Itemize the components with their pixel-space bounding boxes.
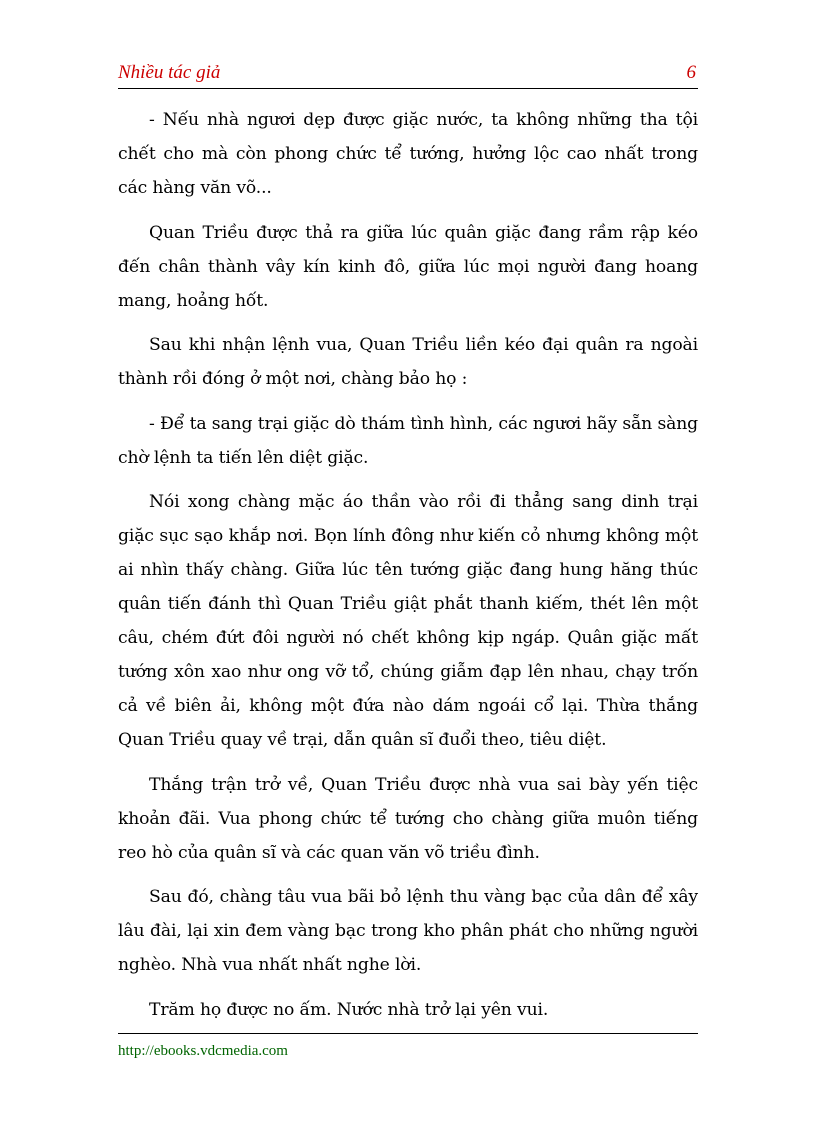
paragraph: - Để ta sang trại giặc dò thám tình hình, các ngươi hãy sẵn sàng chờ lệnh ta tiến lên diệt giặc.: [118, 413, 698, 468]
paragraph: Sau đó, chàng tâu vua bãi bỏ lệnh thu vàng bạc của dân để xây lâu đài, lại xin đem vàng bạc trong kho phân phát cho những người nghèo. Nhà vua nhất nhất nghe lời.: [118, 887, 698, 975]
page-number: 6: [686, 62, 696, 83]
paragraph: Quan Triều được thả ra giữa lúc quân giặc đang rầm rập kéo đến chân thành vây kín kinh đô, giữa lúc mọi người đang hoang mang, hoảng hốt.: [118, 222, 698, 311]
footer-divider: [118, 1033, 698, 1034]
paragraph: Thắng trận trở về, Quan Triều được nhà vua sai bày yến tiệc khoản đãi. Vua phong chức tể tướng cho chàng giữa muôn tiếng reo hò của quân sĩ và các quan văn võ triều đình.: [118, 774, 698, 863]
paragraph: Nói xong chàng mặc áo thần vào rồi đi thẳng sang dinh trại giặc sục sạo khắp nơi. Bọn lính đông như kiến cỏ nhưng không một ai nhìn thấy chàng. Giữa lúc tên tướng giặc đang hung hăng thúc quân tiến đánh thì Quan Triều giật phắt thanh kiếm, thét lên một câu, chém đứt đôi người nó chết không kịp ngáp. Quân giặc mất tướng xôn xao như ong vỡ tổ, chúng giẫm đạp lên nhau, chạy trốn cả về biên ải, không một đứa nào dám ngoái cổ lại. Thừa thắng Quan Triều quay về trại, dẫn quân sĩ đuổi theo, tiêu diệt.: [118, 492, 698, 750]
paragraph: - Nếu nhà ngươi dẹp được giặc nước, ta không những tha tội chết cho mà còn phong chức tể tướng, hưởng lộc cao nhất trong các hàng văn võ...: [118, 110, 698, 198]
paragraph: Sau khi nhận lệnh vua, Quan Triều liền kéo đại quân ra ngoài thành rồi đóng ở một nơi, chàng bảo họ :: [118, 335, 698, 389]
page-body: [118, 103, 698, 1037]
footer-url-link[interactable]: http://ebooks.vdcmedia.com: [118, 1043, 288, 1059]
paragraph: Trăm họ được no ấm. Nước nhà trở lại yên vui.: [149, 999, 549, 1020]
page-header: [118, 58, 698, 89]
header-title: Nhiều tác giả: [118, 62, 221, 83]
